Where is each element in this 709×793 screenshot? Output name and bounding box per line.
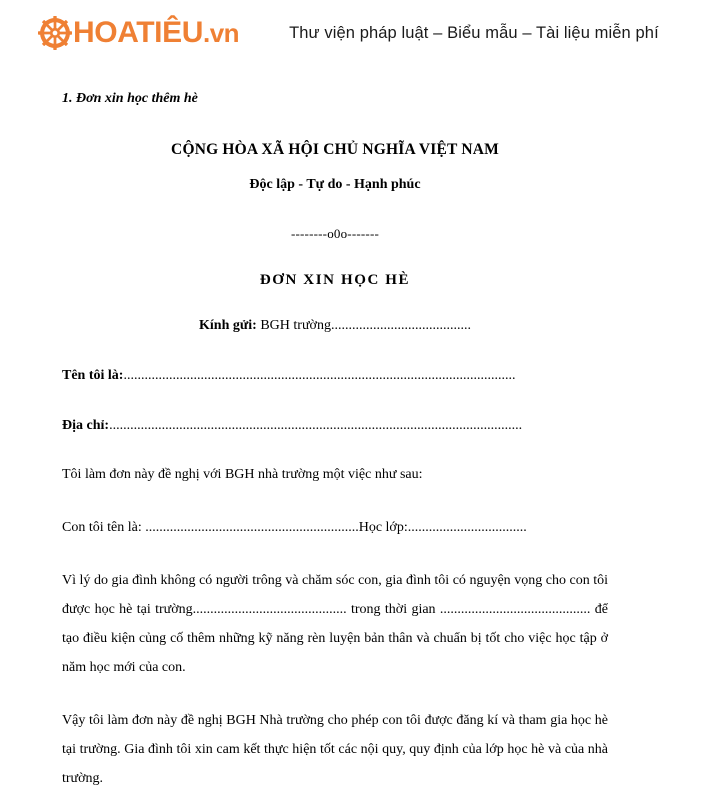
brand-wordmark <box>73 18 239 48</box>
field-name-label: Tên tôi là: <box>62 368 124 383</box>
field-address-row <box>62 416 608 436</box>
brand-name-main: HOATIÊU <box>73 16 203 49</box>
site-header <box>0 0 709 66</box>
item-heading: 1. Đơn xin học thêm hè <box>62 91 198 106</box>
ship-wheel-icon <box>38 16 72 50</box>
field-class-dots: .................................. <box>407 520 527 535</box>
field-address-label: Địa chỉ: <box>62 418 110 433</box>
ornamental-separator: --------o0o------- <box>290 226 380 241</box>
field-address-dots: ...................................................................................................................... <box>109 418 523 433</box>
field-class-label: Học lớp: <box>358 520 408 535</box>
addressee-line <box>62 316 608 336</box>
field-child-dots: ............................................................. <box>141 520 359 535</box>
addressee-label: Kính gửi: <box>199 318 257 333</box>
site-tagline: Thư viện pháp luật – Biểu mẫu – Tài liệu miễn phí <box>289 24 659 42</box>
addressee-value: BGH trường........................................ <box>260 318 471 333</box>
national-title: CỘNG HÒA XÃ HỘI CHỦ NGHĨA VIỆT NAM <box>171 141 499 158</box>
field-child-label: Con tôi tên là: <box>62 520 142 535</box>
document-body <box>0 66 709 793</box>
brand-logo[interactable] <box>38 16 239 50</box>
field-child-row <box>62 513 608 542</box>
paragraph-conclusion: Vậy tôi làm đơn này đề nghị BGH Nhà trường cho phép con tôi được đăng kí và tham gia học hè tại trường. Gia đình tôi xin cam kết thực hiện tốt các nội quy, quy định của lớp học hè và của nhà trường. <box>62 713 608 786</box>
paragraph-reason: Vì lý do gia đình không có người trông và chăm sóc con, gia đình tôi có nguyện vọng cho con tôi được học hè tại trường............................................ trong thời gian ........................................... để tạo điều kiện củng cố thêm những kỹ năng rèn luyện bản thân và chuẩn bị tốt cho việc học tập ở năm học mới của con. <box>62 573 608 675</box>
field-name-row <box>62 366 608 386</box>
paragraph-request: Tôi làm đơn này đề nghị với BGH nhà trường một việc như sau: <box>62 467 423 482</box>
national-motto: Độc lập - Tự do - Hạnh phúc <box>249 177 421 192</box>
page-title: ĐƠN XIN HỌC HÈ <box>259 272 411 288</box>
brand-name-tld: .vn <box>202 18 240 48</box>
field-name-dots: ................................................................................................................ <box>123 368 516 383</box>
